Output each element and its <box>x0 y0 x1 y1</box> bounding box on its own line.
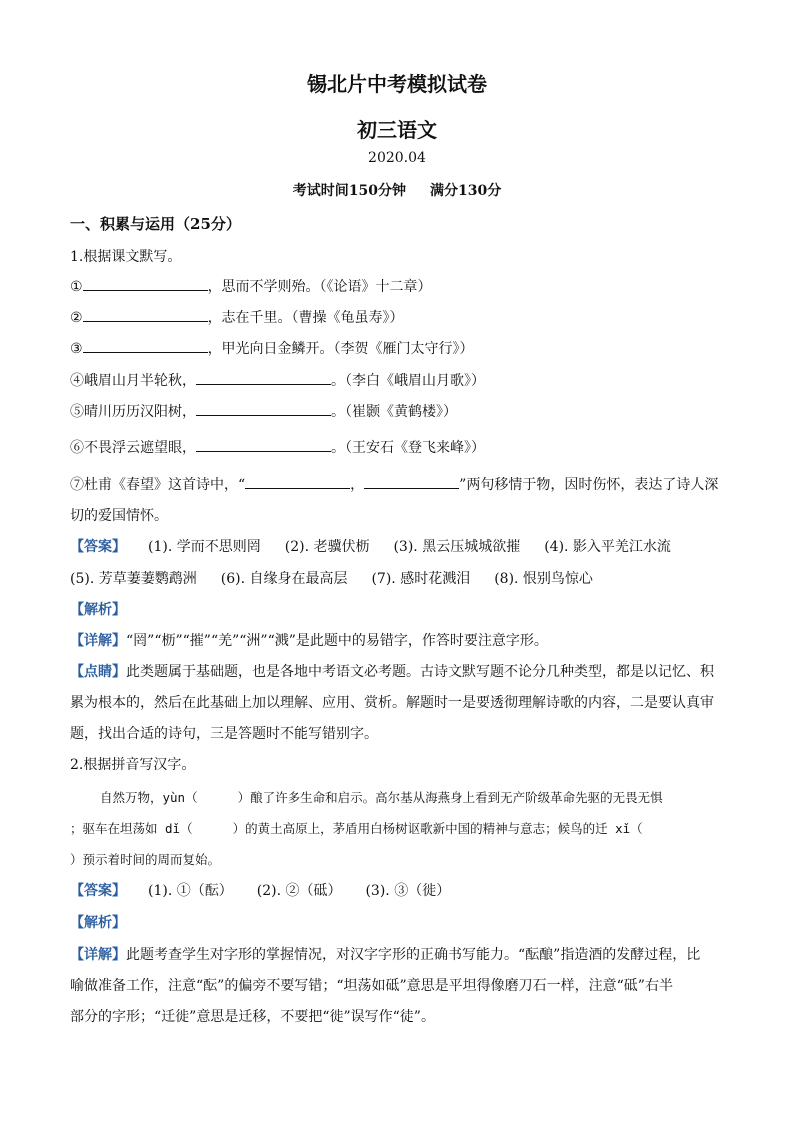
subject-title: 初三语文 <box>357 118 437 142</box>
passage-line: ）预示着时间的周而复始。 <box>70 852 221 867</box>
detail-paragraph: 【详解】此题考查学生对字形的掌握情况，对汉字字形的正确书写能力。“酝酿”指造酒的发酵过程，比 <box>70 947 701 963</box>
dictation-item: ① ，思而不学则殆。（《论语》十二章） <box>70 276 432 296</box>
dictation-item: ⑦杜甫《春望》这首诗中，“ ， ”两句移情于物，因时伤怀，表达了诗人深 <box>70 474 718 494</box>
note-paragraph-cont: 累为根本的，然后在此基础上加以理解、应用、赏析。解题时一是要透彻理解诗歌的内容，二是要认真审 <box>70 695 714 711</box>
passage-line: ；驱车在坦荡如 dǐ（ ）的黄土高原上，茅盾用白杨树讴歌新中国的精神与意志；候鸟的迁 xǐ（ <box>70 821 643 836</box>
answer-blank[interactable] <box>83 307 208 322</box>
answer-blank[interactable] <box>245 474 350 489</box>
dictation-item: ⑥不畏浮云遮望眼， 。（王安石《登飞来峰》） <box>70 437 485 457</box>
dictation-item: ④峨眉山月半轮秋， 。（李白《峨眉山月歌》） <box>70 370 485 390</box>
detail-paragraph-cont: 部分的字形；“迁徙”意思是迁移，不要把“徙”误写作“徒”。 <box>70 1009 435 1025</box>
detail-paragraph: 【详解】“罔”“枥”“摧”“羌”“洲”“溅”是此题中的易错字，作答时要注意字形。 <box>70 633 548 649</box>
dictation-item: ② ，志在千里。（曹操《龟虽寿》） <box>70 307 404 327</box>
question-prompt: 2.根据拼音写汉字。 <box>70 757 196 773</box>
answer-blank[interactable] <box>364 474 459 489</box>
exam-date: 2020.04 <box>368 150 426 166</box>
detail-paragraph-cont: 喻做准备工作，注意“酝”的偏旁不要写错；“坦荡如砥”意思是平坦得像磨刀石一样，注意“砥”右半 <box>70 978 673 994</box>
exam-time: 考试时间150分钟 <box>292 183 406 199</box>
section-title: 一、积累与运用（25分） <box>70 215 241 233</box>
note-paragraph-cont: 题，找出合适的诗句，三是答题时不能写错别字。 <box>70 726 378 742</box>
note-paragraph: 【点睛】此类题属于基础题，也是各地中考语文必考题。古诗文默写题不论分几种类型，都是以记忆、积 <box>70 664 714 680</box>
dictation-item: ⑤晴川历历汉阳树， 。（崔颢《黄鹤楼》） <box>70 401 457 421</box>
answer-tag: 【答案】 <box>70 883 126 899</box>
answer-blank[interactable] <box>196 437 331 452</box>
answer-blank[interactable] <box>196 401 331 416</box>
exam-title: 锡北片中考模拟试卷 <box>307 72 487 96</box>
full-score: 满分130分 <box>430 183 502 199</box>
answer-tag: 【答案】 <box>70 539 126 555</box>
answer-row: (5). 芳草萋萋鹦鹉洲 (6). 自缘身在最高层 (7). 感时花溅泪 (8). 恨别鸟惊心 <box>70 571 593 587</box>
answer-row: 【答案】 (1). 学而不思则罔 (2). 老骥伏枥 (3). 黑云压城城欲摧 (4). 影入平羌江水流 <box>70 539 671 555</box>
analysis-tag: 【解析】 <box>70 915 126 931</box>
answer-row: 【答案】 (1). ①（酝） (2). ②（砥） (3). ③（徙） <box>70 883 451 899</box>
question-prompt: 1.根据课文默写。 <box>70 249 182 265</box>
passage-line: 自然万物，yùn（ ）酿了许多生命和启示。高尔基从海燕身上看到无产阶级革命先驱的无畏无惧 <box>100 790 663 805</box>
exam-info <box>0 180 794 200</box>
answer-blank[interactable] <box>196 370 331 385</box>
answer-blank[interactable] <box>83 338 208 353</box>
analysis-tag: 【解析】 <box>70 602 126 618</box>
dictation-item: ③ ，甲光向日金鳞开。（李贺《雁门太守行》） <box>70 338 474 358</box>
answer-blank[interactable] <box>83 276 208 291</box>
dictation-item-cont: 切的爱国情怀。 <box>70 508 168 524</box>
